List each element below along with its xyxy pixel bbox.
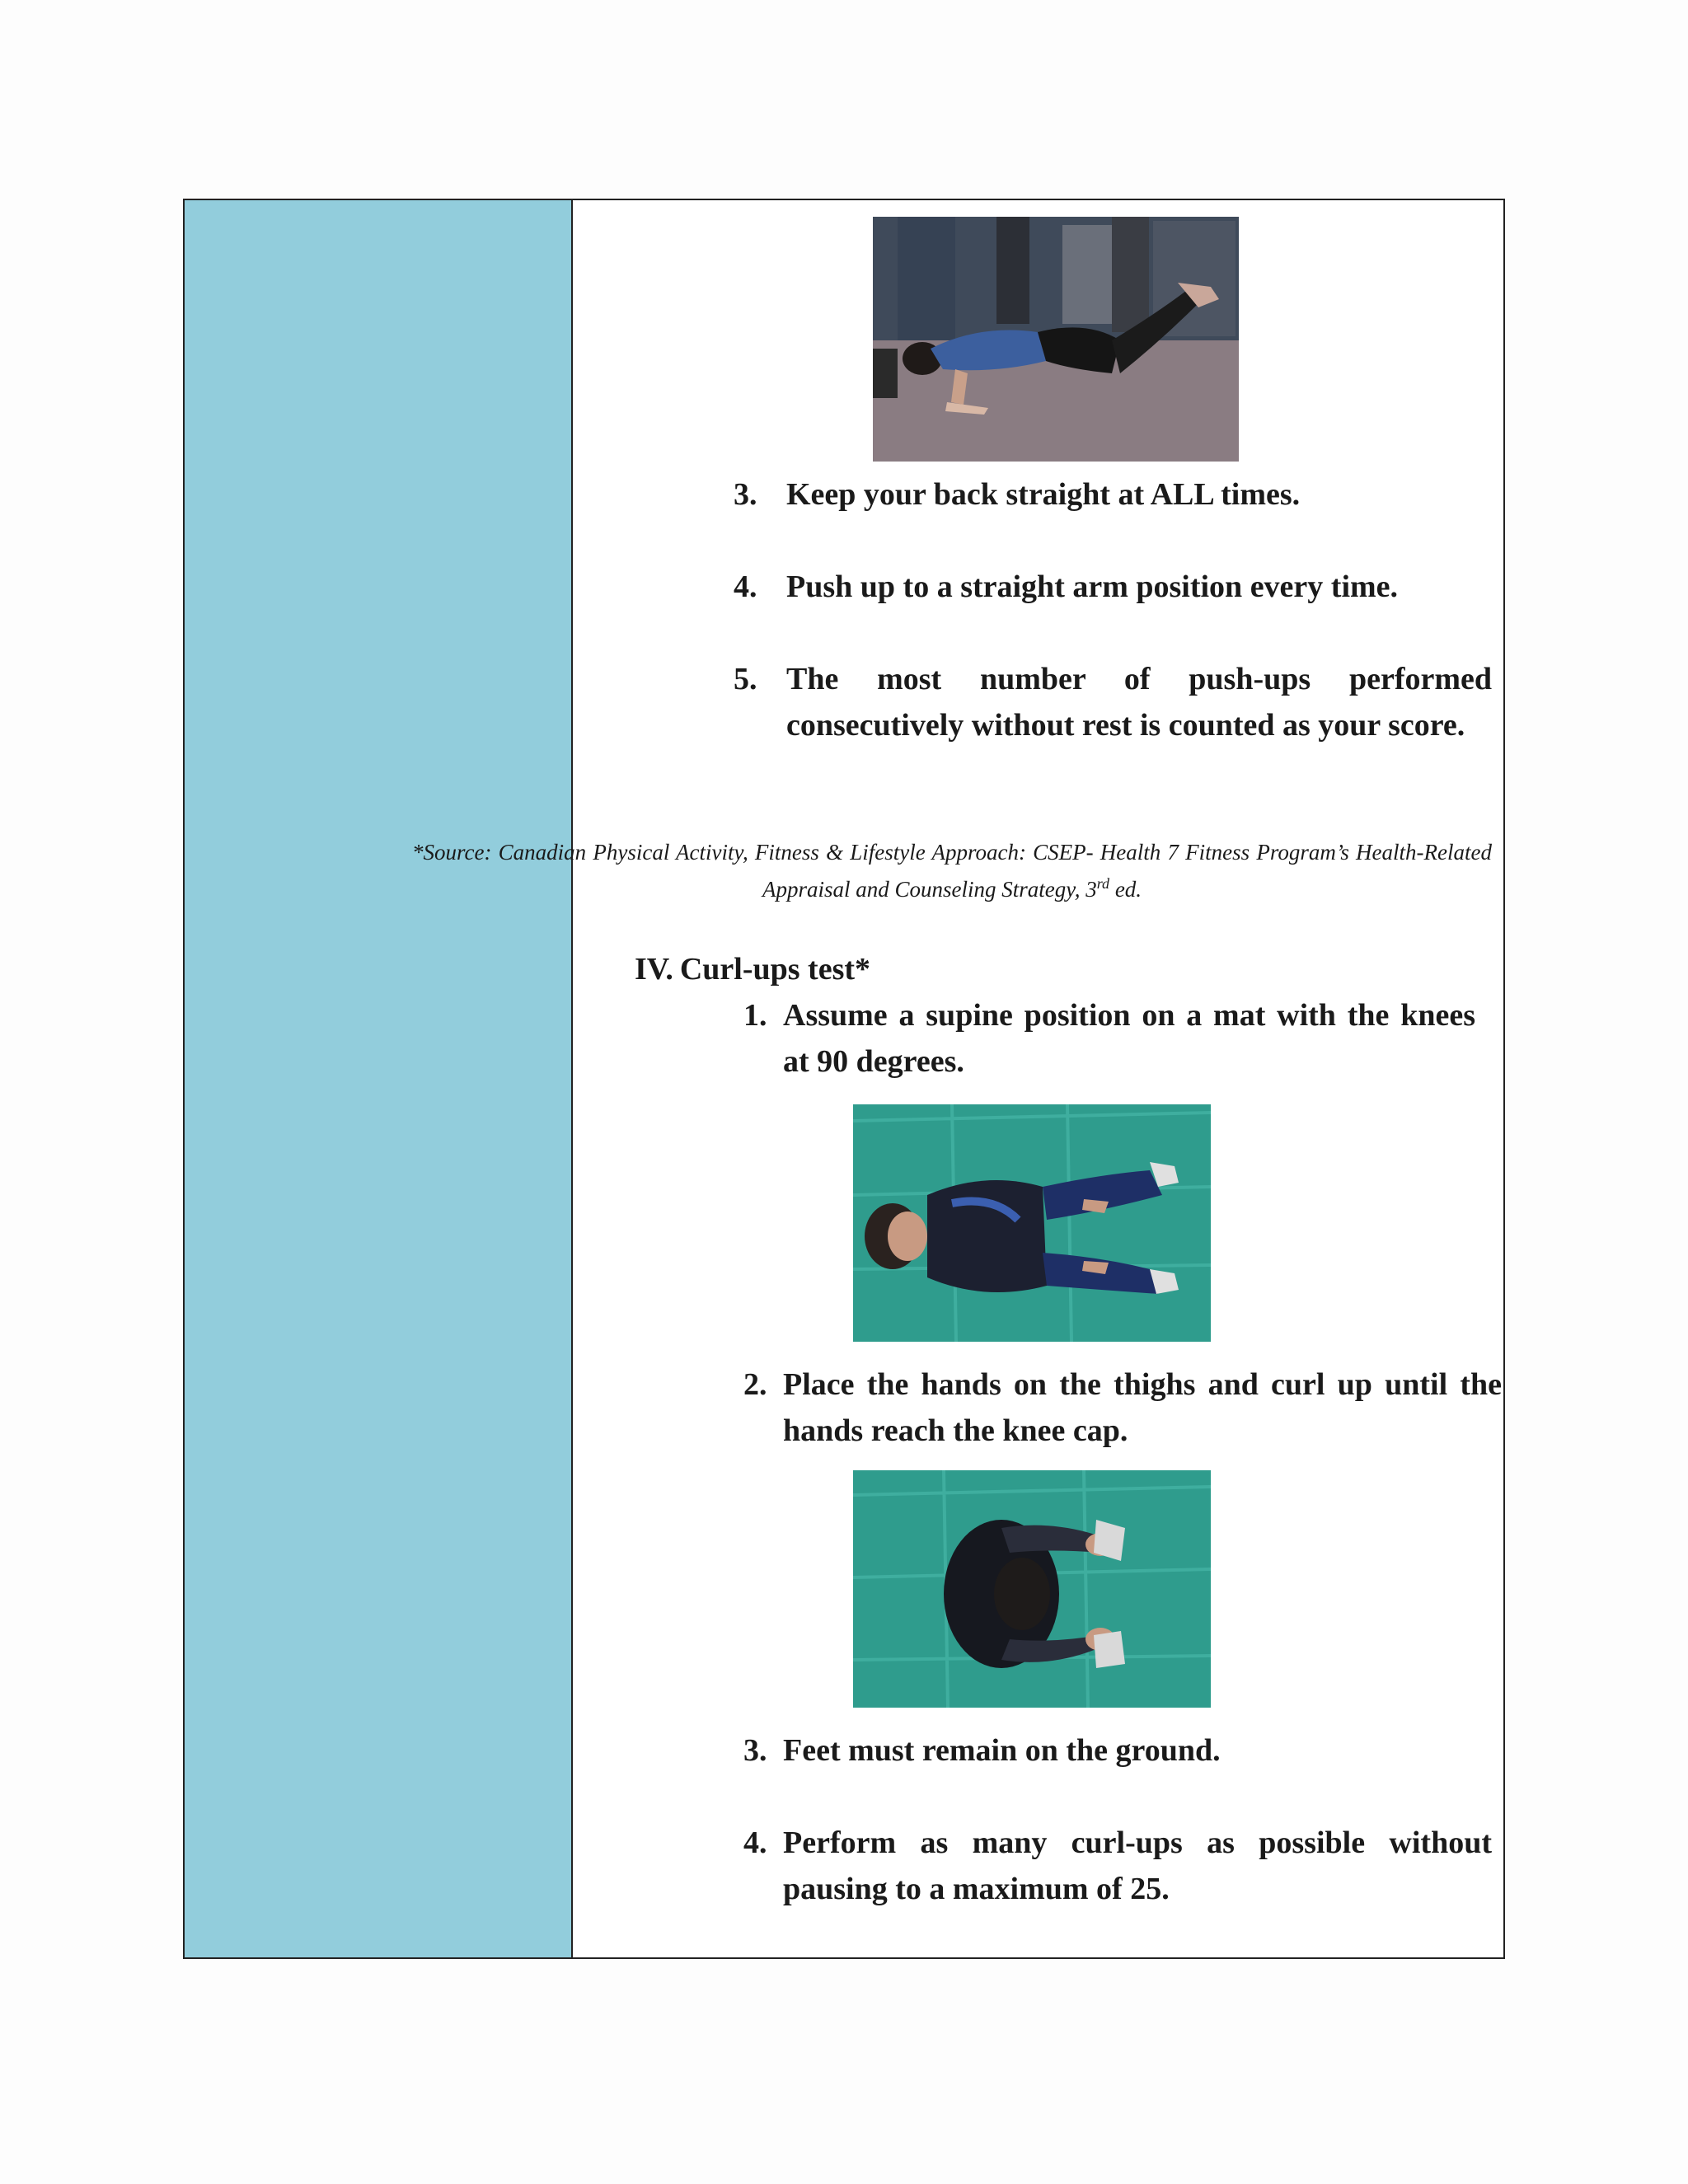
item-text: Keep your back straight at ALL times. bbox=[786, 477, 1301, 512]
item-number: 1. bbox=[743, 998, 767, 1033]
curlup-start-photo bbox=[853, 1104, 1211, 1342]
person-supine-start-photo bbox=[853, 1104, 1211, 1342]
source-superscript: rd bbox=[1096, 875, 1110, 892]
section-numeral: IV. bbox=[635, 952, 673, 987]
item-number: 5. bbox=[734, 662, 757, 696]
item-number: 2. bbox=[743, 1367, 767, 1402]
item-text: Perform as many curl-ups as possible without pausing to a maximum of 25. bbox=[783, 1825, 1492, 1906]
section-title: Curl-ups test* bbox=[679, 952, 871, 987]
item-number: 3. bbox=[743, 1733, 767, 1768]
curlup-up-photo bbox=[853, 1470, 1211, 1708]
item-text: Push up to a straight arm position every time. bbox=[786, 569, 1399, 604]
person-curled-up-photo bbox=[853, 1470, 1211, 1708]
item-text: Feet must remain on the ground. bbox=[783, 1733, 1221, 1768]
item-text: Assume a supine position on a mat with the knees at 90 degrees. bbox=[783, 998, 1475, 1079]
item-number: 4. bbox=[743, 1825, 767, 1860]
section-heading bbox=[635, 946, 870, 992]
item-text: Place the hands on the thighs and curl up until the hands reach the knee cap. bbox=[783, 1367, 1502, 1448]
sidebar-column bbox=[185, 200, 573, 1957]
source-tail: ed. bbox=[1109, 877, 1142, 902]
source-text: *Source: Canadian Physical Activity, Fitness & Lifestyle Approach: CSEP- Health 7 Fitness Program’s Health-Related Appraisal and Counseling Strategy, 3 bbox=[412, 840, 1492, 902]
pushup-photo bbox=[873, 217, 1239, 462]
item-text: The most number of push-ups performed consecutively without rest is counted as your score. bbox=[786, 662, 1492, 743]
person-kneeling-pushup-photo bbox=[873, 217, 1239, 462]
item-number: 4. bbox=[734, 569, 757, 604]
item-number: 3. bbox=[734, 477, 757, 512]
source-citation bbox=[412, 837, 1492, 905]
